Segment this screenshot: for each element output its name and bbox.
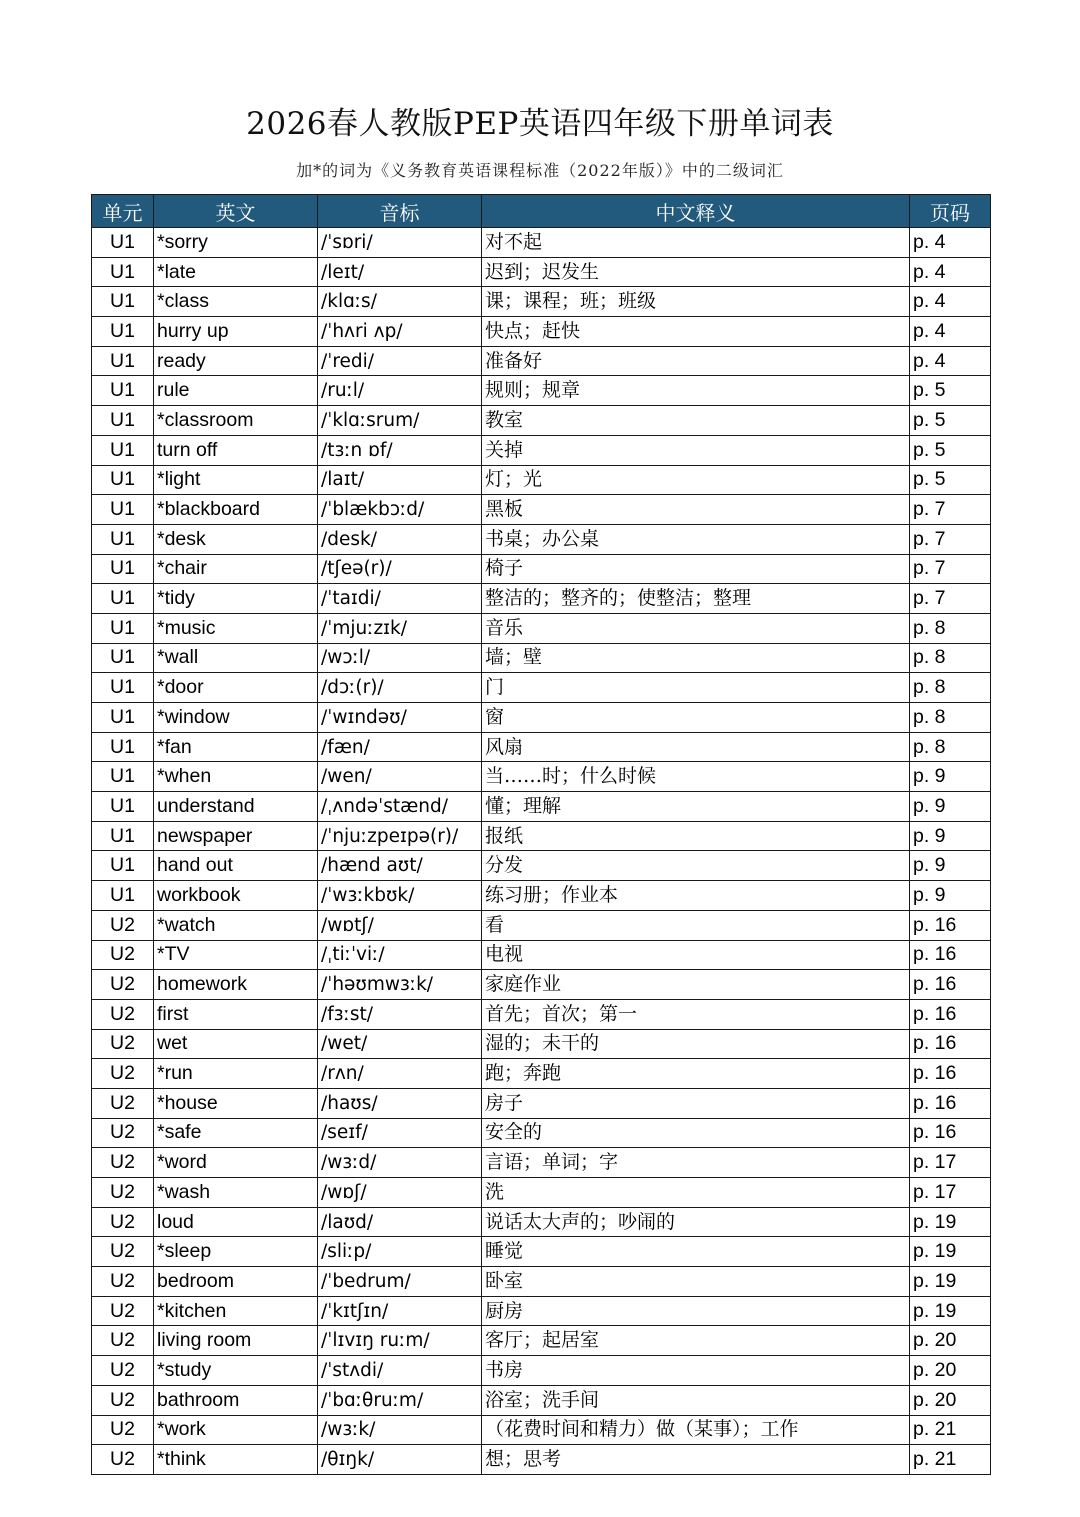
unit-cell: U1 (92, 376, 154, 406)
header-english: 英文 (154, 195, 318, 228)
phonetic-cell: /wɒtʃ/ (318, 910, 482, 940)
phonetic-cell: /laɪt/ (318, 465, 482, 495)
english-word-cell: *desk (154, 524, 318, 554)
unit-cell: U2 (92, 1326, 154, 1356)
table-row (92, 732, 991, 762)
unit-cell: U1 (92, 732, 154, 762)
phonetic-cell: /tʃeə(r)/ (318, 554, 482, 584)
unit-cell: U1 (92, 287, 154, 317)
page-cell: p. 17 (910, 1178, 991, 1208)
unit-cell: U1 (92, 524, 154, 554)
table-row (92, 1059, 991, 1089)
chinese-meaning-cell: 浴室；洗手间 (482, 1385, 910, 1415)
phonetic-cell: /ˈredi/ (318, 346, 482, 376)
page-cell: p. 17 (910, 1148, 991, 1178)
english-word-cell: bathroom (154, 1385, 318, 1415)
chinese-meaning-cell: 窗 (482, 703, 910, 733)
chinese-meaning-cell: 首先；首次；第一 (482, 999, 910, 1029)
page-cell: p. 9 (910, 851, 991, 881)
phonetic-cell: /haʊs/ (318, 1088, 482, 1118)
page-cell: p. 7 (910, 495, 991, 525)
page-cell: p. 4 (910, 317, 991, 347)
unit-cell: U1 (92, 228, 154, 258)
phonetic-cell: /ˈsɒri/ (318, 228, 482, 258)
page-cell: p. 5 (910, 435, 991, 465)
phonetic-cell: /desk/ (318, 524, 482, 554)
chinese-meaning-cell: 分发 (482, 851, 910, 881)
table-row (92, 465, 991, 495)
phonetic-cell: /wet/ (318, 1029, 482, 1059)
chinese-meaning-cell: 教室 (482, 406, 910, 436)
page-cell: p. 20 (910, 1326, 991, 1356)
english-word-cell: hand out (154, 851, 318, 881)
page-cell: p. 8 (910, 673, 991, 703)
table-row (92, 999, 991, 1029)
english-word-cell: understand (154, 792, 318, 822)
english-word-cell: *light (154, 465, 318, 495)
phonetic-cell: /ˈwɜːkbʊk/ (318, 881, 482, 911)
chinese-meaning-cell: 迟到；迟发生 (482, 257, 910, 287)
english-word-cell: first (154, 999, 318, 1029)
english-word-cell: rule (154, 376, 318, 406)
page-cell: p. 16 (910, 1088, 991, 1118)
table-row (92, 1445, 991, 1475)
table-row (92, 554, 991, 584)
chinese-meaning-cell: 说话太大声的；吵闹的 (482, 1207, 910, 1237)
table-row (92, 613, 991, 643)
unit-cell: U1 (92, 495, 154, 525)
chinese-meaning-cell: 风扇 (482, 732, 910, 762)
unit-cell: U2 (92, 1088, 154, 1118)
english-word-cell: *sorry (154, 228, 318, 258)
phonetic-cell: /ˈbɑːθruːm/ (318, 1385, 482, 1415)
unit-cell: U2 (92, 1445, 154, 1475)
chinese-meaning-cell: 灯；光 (482, 465, 910, 495)
table-row (92, 228, 991, 258)
unit-cell: U2 (92, 999, 154, 1029)
english-word-cell: *watch (154, 910, 318, 940)
english-word-cell: *window (154, 703, 318, 733)
phonetic-cell: /klɑːs/ (318, 287, 482, 317)
phonetic-cell: /wɜːd/ (318, 1148, 482, 1178)
table-row (92, 1296, 991, 1326)
phonetic-cell: /ˈlɪvɪŋ ruːm/ (318, 1326, 482, 1356)
unit-cell: U1 (92, 821, 154, 851)
table-row (92, 821, 991, 851)
english-word-cell: hurry up (154, 317, 318, 347)
english-word-cell: *classroom (154, 406, 318, 436)
table-row (92, 643, 991, 673)
page-cell: p. 16 (910, 1118, 991, 1148)
english-word-cell: homework (154, 970, 318, 1000)
unit-cell: U1 (92, 703, 154, 733)
english-word-cell: *music (154, 613, 318, 643)
unit-cell: U2 (92, 1237, 154, 1267)
page-cell: p. 16 (910, 1059, 991, 1089)
chinese-meaning-cell: 卧室 (482, 1267, 910, 1297)
table-row (92, 1088, 991, 1118)
chinese-meaning-cell: 快点；赶快 (482, 317, 910, 347)
chinese-meaning-cell: 家庭作业 (482, 970, 910, 1000)
chinese-meaning-cell: 关掉 (482, 435, 910, 465)
english-word-cell: *house (154, 1088, 318, 1118)
chinese-meaning-cell: 音乐 (482, 613, 910, 643)
page-cell: p. 9 (910, 881, 991, 911)
phonetic-cell: /fæn/ (318, 732, 482, 762)
unit-cell: U1 (92, 881, 154, 911)
page-cell: p. 9 (910, 792, 991, 822)
english-word-cell: *door (154, 673, 318, 703)
chinese-meaning-cell: 睡觉 (482, 1237, 910, 1267)
chinese-meaning-cell: 厨房 (482, 1296, 910, 1326)
unit-cell: U1 (92, 792, 154, 822)
table-row (92, 1029, 991, 1059)
chinese-meaning-cell: 安全的 (482, 1118, 910, 1148)
table-row (92, 1237, 991, 1267)
unit-cell: U2 (92, 1267, 154, 1297)
chinese-meaning-cell: 跑；奔跑 (482, 1059, 910, 1089)
phonetic-cell: /seɪf/ (318, 1118, 482, 1148)
english-word-cell: *study (154, 1356, 318, 1386)
chinese-meaning-cell: 看 (482, 910, 910, 940)
table-row (92, 673, 991, 703)
phonetic-cell: /ˈkɪtʃɪn/ (318, 1296, 482, 1326)
unit-cell: U2 (92, 970, 154, 1000)
phonetic-cell: /ˈmjuːzɪk/ (318, 613, 482, 643)
table-row (92, 346, 991, 376)
chinese-meaning-cell: 客厅；起居室 (482, 1326, 910, 1356)
english-word-cell: *run (154, 1059, 318, 1089)
page-cell: p. 19 (910, 1237, 991, 1267)
page-cell: p. 16 (910, 999, 991, 1029)
unit-cell: U1 (92, 317, 154, 347)
phonetic-cell: /fɜːst/ (318, 999, 482, 1029)
chinese-meaning-cell: 湿的；未干的 (482, 1029, 910, 1059)
phonetic-cell: /ˌtiːˈviː/ (318, 940, 482, 970)
unit-cell: U1 (92, 643, 154, 673)
unit-cell: U1 (92, 435, 154, 465)
english-word-cell: *when (154, 762, 318, 792)
english-word-cell: ready (154, 346, 318, 376)
unit-cell: U2 (92, 1059, 154, 1089)
english-word-cell: *class (154, 287, 318, 317)
unit-cell: U1 (92, 406, 154, 436)
page-cell: p. 9 (910, 762, 991, 792)
chinese-meaning-cell: 椅子 (482, 554, 910, 584)
chinese-meaning-cell: 黑板 (482, 495, 910, 525)
page-cell: p. 16 (910, 970, 991, 1000)
page-cell: p. 4 (910, 346, 991, 376)
phonetic-cell: /wɔːl/ (318, 643, 482, 673)
english-word-cell: *word (154, 1148, 318, 1178)
page-title: 2026春人教版PEP英语四年级下册单词表 (246, 106, 834, 142)
phonetic-cell: /tɜːn ɒf/ (318, 435, 482, 465)
table-row (92, 435, 991, 465)
page-cell: p. 8 (910, 703, 991, 733)
unit-cell: U1 (92, 554, 154, 584)
table-row (92, 584, 991, 614)
table-row (92, 1267, 991, 1297)
phonetic-cell: /ˈstʌdi/ (318, 1356, 482, 1386)
page-cell: p. 7 (910, 584, 991, 614)
unit-cell: U2 (92, 1356, 154, 1386)
table-row (92, 1178, 991, 1208)
chinese-meaning-cell: 当……时；什么时候 (482, 762, 910, 792)
phonetic-cell: /leɪt/ (318, 257, 482, 287)
unit-cell: U2 (92, 1296, 154, 1326)
unit-cell: U1 (92, 673, 154, 703)
phonetic-cell: /wɒʃ/ (318, 1178, 482, 1208)
table-row (92, 317, 991, 347)
phonetic-cell: /ruːl/ (318, 376, 482, 406)
page-cell: p. 19 (910, 1267, 991, 1297)
phonetic-cell: /hænd aʊt/ (318, 851, 482, 881)
phonetic-cell: /wɜːk/ (318, 1415, 482, 1445)
unit-cell: U2 (92, 1148, 154, 1178)
page-cell: p. 4 (910, 228, 991, 258)
phonetic-cell: /wen/ (318, 762, 482, 792)
english-word-cell: turn off (154, 435, 318, 465)
english-word-cell: *work (154, 1415, 318, 1445)
chinese-meaning-cell: 整洁的；整齐的；使整洁；整理 (482, 584, 910, 614)
page-cell: p. 4 (910, 287, 991, 317)
header-phonetic: 音标 (318, 195, 482, 228)
page-cell: p. 20 (910, 1385, 991, 1415)
vocabulary-table (91, 194, 991, 1475)
phonetic-cell: /ˌʌndəˈstænd/ (318, 792, 482, 822)
page-cell: p. 20 (910, 1356, 991, 1386)
page-cell: p. 9 (910, 821, 991, 851)
english-word-cell: newspaper (154, 821, 318, 851)
table-row (92, 970, 991, 1000)
chinese-meaning-cell: 懂；理解 (482, 792, 910, 822)
chinese-meaning-cell: 课；课程；班；班级 (482, 287, 910, 317)
table-row (92, 881, 991, 911)
phonetic-cell: /laʊd/ (318, 1207, 482, 1237)
table-row (92, 1415, 991, 1445)
english-word-cell: *wash (154, 1178, 318, 1208)
chinese-meaning-cell: 言语；单词；字 (482, 1148, 910, 1178)
unit-cell: U2 (92, 1118, 154, 1148)
page-cell: p. 8 (910, 643, 991, 673)
chinese-meaning-cell: 对不起 (482, 228, 910, 258)
phonetic-cell: /dɔː(r)/ (318, 673, 482, 703)
table-row (92, 524, 991, 554)
table-row (92, 406, 991, 436)
chinese-meaning-cell: 墙；壁 (482, 643, 910, 673)
phonetic-cell: /ˈbedrum/ (318, 1267, 482, 1297)
chinese-meaning-cell: 报纸 (482, 821, 910, 851)
page-cell: p. 4 (910, 257, 991, 287)
english-word-cell: *sleep (154, 1237, 318, 1267)
unit-cell: U1 (92, 465, 154, 495)
unit-cell: U2 (92, 1415, 154, 1445)
chinese-meaning-cell: 洗 (482, 1178, 910, 1208)
chinese-meaning-cell: 准备好 (482, 346, 910, 376)
header-page: 页码 (910, 195, 991, 228)
chinese-meaning-cell: 练习册；作业本 (482, 881, 910, 911)
phonetic-cell: /θɪŋk/ (318, 1445, 482, 1475)
table-row (92, 792, 991, 822)
chinese-meaning-cell: 门 (482, 673, 910, 703)
unit-cell: U1 (92, 346, 154, 376)
page-cell: p. 7 (910, 524, 991, 554)
page-cell: p. 5 (910, 406, 991, 436)
page-cell: p. 8 (910, 732, 991, 762)
table-row (92, 910, 991, 940)
english-word-cell: bedroom (154, 1267, 318, 1297)
page-cell: p. 16 (910, 1029, 991, 1059)
chinese-meaning-cell: 电视 (482, 940, 910, 970)
unit-cell: U1 (92, 762, 154, 792)
english-word-cell: *fan (154, 732, 318, 762)
unit-cell: U1 (92, 613, 154, 643)
unit-cell: U1 (92, 257, 154, 287)
english-word-cell: *chair (154, 554, 318, 584)
header-unit: 单元 (92, 195, 154, 228)
table-row (92, 1118, 991, 1148)
phonetic-cell: /ˈhəʊmwɜːk/ (318, 970, 482, 1000)
table-row (92, 762, 991, 792)
table-body (92, 228, 991, 1475)
phonetic-cell: /rʌn/ (318, 1059, 482, 1089)
chinese-meaning-cell: （花费时间和精力）做（某事）；工作 (482, 1415, 910, 1445)
page-cell: p. 21 (910, 1415, 991, 1445)
phonetic-cell: /ˈnjuːzpeɪpə(r)/ (318, 821, 482, 851)
english-word-cell: loud (154, 1207, 318, 1237)
table-row (92, 1326, 991, 1356)
unit-cell: U2 (92, 1385, 154, 1415)
unit-cell: U2 (92, 1029, 154, 1059)
chinese-meaning-cell: 规则；规章 (482, 376, 910, 406)
table-row (92, 1148, 991, 1178)
page-cell: p. 5 (910, 376, 991, 406)
unit-cell: U2 (92, 1178, 154, 1208)
english-word-cell: *kitchen (154, 1296, 318, 1326)
chinese-meaning-cell: 房子 (482, 1088, 910, 1118)
phonetic-cell: /ˈwɪndəʊ/ (318, 703, 482, 733)
english-word-cell: *blackboard (154, 495, 318, 525)
page-cell: p. 19 (910, 1296, 991, 1326)
table-row (92, 1385, 991, 1415)
table-row (92, 703, 991, 733)
phonetic-cell: /ˈblækbɔːd/ (318, 495, 482, 525)
english-word-cell: *think (154, 1445, 318, 1475)
english-word-cell: *late (154, 257, 318, 287)
english-word-cell: workbook (154, 881, 318, 911)
unit-cell: U2 (92, 910, 154, 940)
phonetic-cell: /sliːp/ (318, 1237, 482, 1267)
english-word-cell: *TV (154, 940, 318, 970)
page-cell: p. 19 (910, 1207, 991, 1237)
english-word-cell: *safe (154, 1118, 318, 1148)
header-chinese-meaning: 中文释义 (482, 195, 910, 228)
english-word-cell: living room (154, 1326, 318, 1356)
page-cell: p. 16 (910, 910, 991, 940)
phonetic-cell: /ˈtaɪdi/ (318, 584, 482, 614)
unit-cell: U1 (92, 851, 154, 881)
table-row (92, 257, 991, 287)
table-row (92, 851, 991, 881)
page-cell: p. 21 (910, 1445, 991, 1475)
phonetic-cell: /ˈhʌri ʌp/ (318, 317, 482, 347)
table-row (92, 1207, 991, 1237)
chinese-meaning-cell: 书房 (482, 1356, 910, 1386)
english-word-cell: *wall (154, 643, 318, 673)
page-cell: p. 5 (910, 465, 991, 495)
chinese-meaning-cell: 书桌；办公桌 (482, 524, 910, 554)
page-cell: p. 16 (910, 940, 991, 970)
table-header-row (92, 195, 991, 228)
phonetic-cell: /ˈklɑːsrum/ (318, 406, 482, 436)
unit-cell: U2 (92, 1207, 154, 1237)
table-row (92, 940, 991, 970)
chinese-meaning-cell: 想；思考 (482, 1445, 910, 1475)
unit-cell: U1 (92, 584, 154, 614)
table-row (92, 287, 991, 317)
english-word-cell: *tidy (154, 584, 318, 614)
table-row (92, 1356, 991, 1386)
page-subtitle: 加*的词为《义务教育英语课程标准（2022年版）》中的二级词汇 (296, 161, 784, 180)
unit-cell: U2 (92, 940, 154, 970)
table-row (92, 495, 991, 525)
page-cell: p. 7 (910, 554, 991, 584)
page-cell: p. 8 (910, 613, 991, 643)
table-row (92, 376, 991, 406)
english-word-cell: wet (154, 1029, 318, 1059)
